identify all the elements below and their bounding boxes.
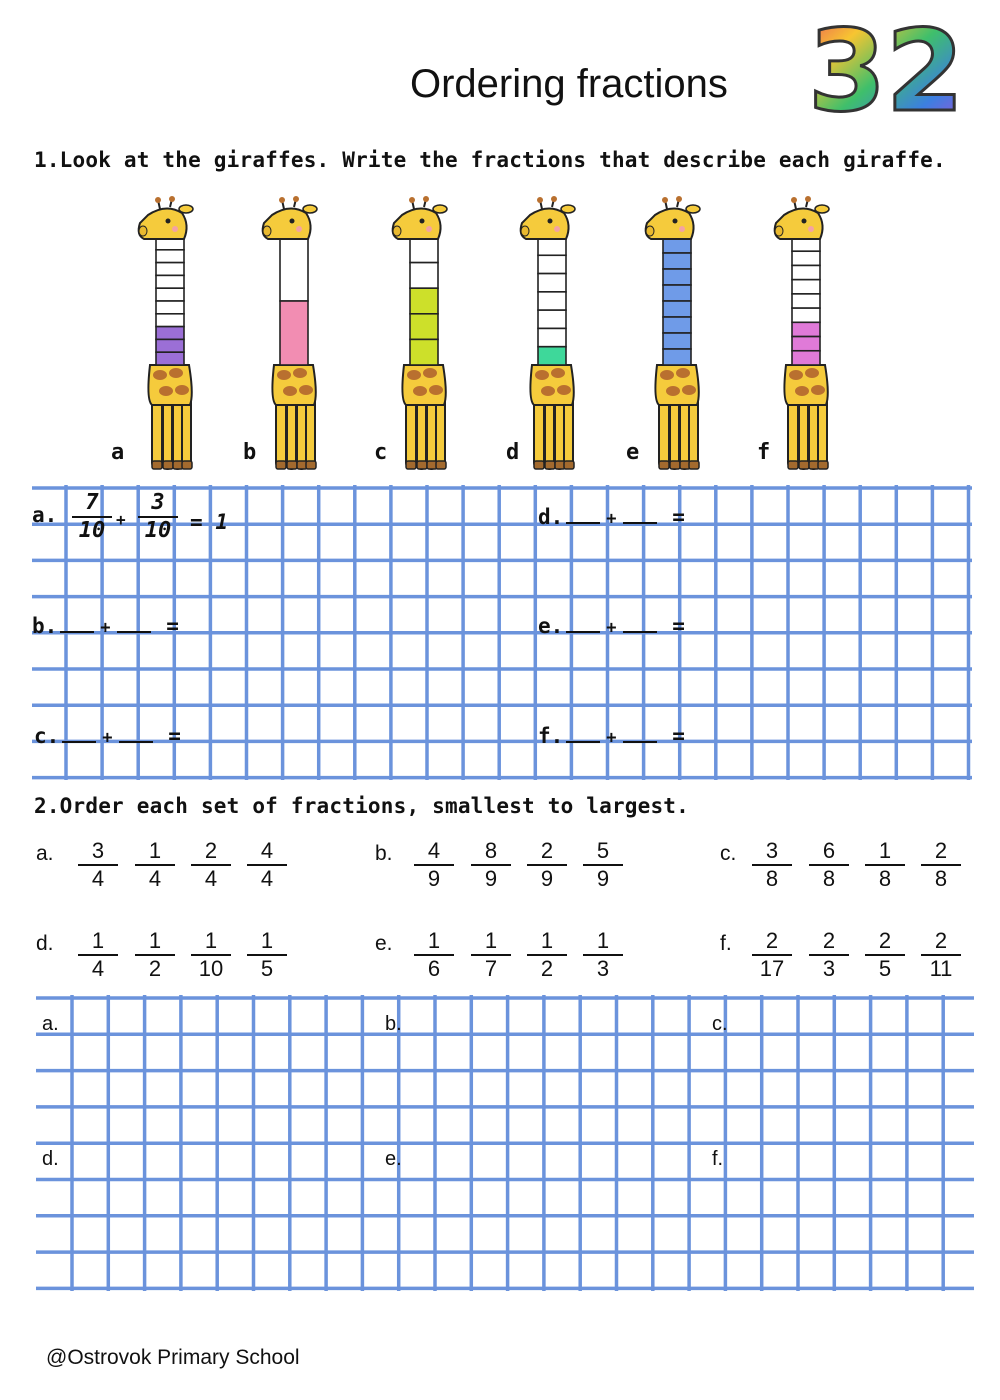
question-2-prompt: 2.Order each set of fractions, smallest to largest. [34, 794, 689, 818]
numerator: 4 [260, 838, 274, 863]
giraffe-hoof [545, 461, 555, 469]
giraffe-ear [686, 205, 700, 213]
row-e[interactable]: e. + = [538, 614, 685, 638]
giraffe-f [775, 196, 829, 469]
set-d-label: d. [36, 932, 54, 955]
denominator: 2 [148, 956, 162, 981]
giraffe-spot [283, 386, 297, 396]
answer-a-label: a. [42, 1013, 59, 1035]
numerator: 8 [484, 838, 498, 863]
numerator: 2 [765, 928, 779, 953]
fraction [752, 838, 792, 892]
neck-segment [538, 255, 566, 273]
denominator: 4 [204, 866, 218, 891]
giraffe-spot [541, 386, 555, 396]
set-f-label: f. [720, 932, 732, 955]
neck-segment [280, 301, 308, 365]
denominator: 6 [427, 956, 441, 981]
giraffe-spot [169, 368, 183, 378]
numerator: 1 [204, 928, 218, 953]
neck-segment [280, 237, 308, 301]
giraffe-label-c: c [374, 440, 388, 465]
neck-segment [410, 263, 438, 289]
giraffe-cheek [296, 226, 302, 232]
giraffe-hoof [788, 461, 798, 469]
numerator: 1 [148, 838, 162, 863]
giraffe-spot [293, 368, 307, 378]
giraffe-nose [139, 226, 147, 236]
giraffe-hoof [670, 461, 680, 469]
giraffe-spot [153, 370, 167, 380]
denominator: 11 [929, 956, 953, 981]
fraction [135, 928, 175, 982]
denominator: 2 [540, 956, 554, 981]
fraction [247, 838, 287, 892]
giraffe-spot [557, 385, 571, 395]
giraffe-spot [175, 385, 189, 395]
giraffe-nose [393, 226, 401, 236]
giraffe-horn-tip [791, 197, 797, 203]
giraffe-spot [277, 370, 291, 380]
numerator: 1 [484, 928, 498, 953]
neck-segment [663, 333, 691, 349]
giraffe-nose [521, 226, 529, 236]
giraffe-horn-tip [676, 196, 682, 202]
giraffe-leg [809, 395, 818, 469]
numerator: 3 [765, 838, 779, 863]
fraction [78, 838, 118, 892]
neck-segment [663, 253, 691, 269]
neck-segment [792, 351, 820, 365]
giraffe-ear [179, 205, 193, 213]
neck-segment [410, 237, 438, 263]
giraffe-leg [297, 395, 306, 469]
giraffe-cheek [172, 226, 178, 232]
denominator: 4 [91, 956, 105, 981]
giraffe-hoof [689, 461, 699, 469]
giraffe-leg [287, 395, 296, 469]
fraction [921, 838, 961, 892]
giraffe-spot [407, 370, 421, 380]
giraffe-spot [159, 386, 173, 396]
giraffe-horn-tip [279, 197, 285, 203]
giraffe-eye [802, 219, 807, 224]
neck-segment [792, 280, 820, 294]
giraffe-eye [166, 219, 171, 224]
answer-d-label: d. [42, 1148, 59, 1170]
fraction [78, 928, 118, 982]
numerator: 2 [934, 928, 948, 953]
neck-segment [792, 322, 820, 336]
giraffe-horn-tip [662, 197, 668, 203]
giraffe-hoof [534, 461, 544, 469]
giraffe-eye [290, 219, 295, 224]
giraffe-horn-tip [293, 196, 299, 202]
giraffe-hoof [287, 461, 297, 469]
numerator: 3 [91, 838, 105, 863]
giraffe-hoof [417, 461, 427, 469]
set-c-label: c. [720, 842, 737, 865]
giraffe-hoof [799, 461, 809, 469]
neck-segment [538, 310, 566, 328]
giraffe-leg [163, 395, 172, 469]
numerator: 1 [878, 838, 892, 863]
giraffe-hoof [659, 461, 669, 469]
answer-e-label: e. [385, 1148, 402, 1170]
neck-segment [156, 263, 184, 276]
numerator: 1 [596, 928, 610, 953]
fraction [583, 838, 623, 892]
footer-credit: @Ostrovok Primary School [46, 1346, 300, 1369]
row-c[interactable]: c. + = [34, 724, 181, 748]
giraffe-spot [423, 368, 437, 378]
giraffe-leg [555, 395, 564, 469]
giraffe-spot [551, 368, 565, 378]
denominator: 9 [484, 866, 498, 891]
giraffe-spot [429, 385, 443, 395]
giraffe-spot [413, 386, 427, 396]
giraffe-horn-tip [551, 196, 557, 202]
numerator: 2 [934, 838, 948, 863]
giraffe-hoof [564, 461, 574, 469]
neck-segment [156, 339, 184, 352]
giraffe-label-a: a [111, 440, 125, 465]
denominator: 3 [596, 956, 610, 981]
giraffe-d [521, 196, 575, 469]
answer-grid-2[interactable] [36, 995, 974, 1291]
badge-number: 32 [808, 18, 964, 122]
fraction [527, 928, 567, 982]
answer-c-label: c. [712, 1013, 728, 1035]
neck-segment [538, 328, 566, 346]
denominator: 8 [934, 866, 948, 891]
giraffe-cheek [426, 226, 432, 232]
fraction [865, 928, 905, 982]
numerator: 1 [91, 928, 105, 953]
numerator: 2 [822, 928, 836, 953]
denominator: 7 [484, 956, 498, 981]
giraffe-leg [680, 395, 689, 469]
giraffe-label-e: e [626, 440, 640, 465]
numerator: 5 [596, 838, 610, 863]
fraction [191, 838, 231, 892]
denominator: 4 [91, 866, 105, 891]
fraction [191, 928, 231, 982]
neck-segment [156, 288, 184, 301]
numerator: 6 [822, 838, 836, 863]
giraffe-hoof [276, 461, 286, 469]
numerator: 1 [540, 928, 554, 953]
denominator: 5 [878, 956, 892, 981]
giraffe-spot [676, 368, 690, 378]
fraction [471, 838, 511, 892]
giraffe-nose [263, 226, 271, 236]
giraffe-leg [417, 395, 426, 469]
giraffe-horn-tip [423, 196, 429, 202]
giraffe-label-f: f [757, 440, 771, 465]
numerator: 2 [540, 838, 554, 863]
row-f[interactable]: f. + = [538, 724, 685, 748]
giraffe-leg [173, 395, 182, 469]
fraction [865, 838, 905, 892]
denominator: 5 [260, 956, 274, 981]
giraffe-spot [666, 386, 680, 396]
giraffe-spot [535, 370, 549, 380]
example-fraction-2: 3 10 [138, 490, 178, 544]
giraffe-ear [433, 205, 447, 213]
giraffe-cheek [679, 226, 685, 232]
giraffe-leg [670, 395, 679, 469]
example-result: = 1 [190, 510, 228, 534]
row-b[interactable]: b. + = [32, 614, 179, 638]
fraction [414, 838, 454, 892]
example-fraction-1: 7 10 [72, 490, 112, 544]
giraffe-horn-tip [409, 197, 415, 203]
giraffe-horn-tip [169, 196, 175, 202]
answer-b-label: b. [385, 1013, 402, 1035]
fraction [583, 928, 623, 982]
neck-segment [410, 288, 438, 314]
row-d[interactable]: d. + = [538, 505, 685, 529]
denominator: 4 [260, 866, 274, 891]
denominator: 8 [765, 866, 779, 891]
giraffe-ear [815, 205, 829, 213]
giraffe-hoof [152, 461, 162, 469]
denominator: 8 [822, 866, 836, 891]
giraffe-leg [427, 395, 436, 469]
set-a-label: a. [36, 842, 54, 865]
giraffe-spot [805, 368, 819, 378]
answer-f-label: f. [712, 1148, 724, 1170]
example-plus: + [116, 510, 126, 529]
neck-segment [156, 301, 184, 314]
fraction [135, 838, 175, 892]
neck-segment [538, 347, 566, 365]
giraffe-horn-tip [537, 197, 543, 203]
giraffe-label-b: b [243, 440, 257, 465]
neck-segment [538, 274, 566, 292]
neck-segment [538, 292, 566, 310]
page-title: Ordering fractions [410, 62, 728, 106]
neck-segment [792, 294, 820, 308]
giraffe-horn-tip [805, 196, 811, 202]
giraffe-eye [673, 219, 678, 224]
giraffe-spot [795, 386, 809, 396]
neck-segment [663, 269, 691, 285]
fraction [247, 928, 287, 982]
giraffe-ear [303, 205, 317, 213]
giraffe-spot [789, 370, 803, 380]
denominator: 8 [878, 866, 892, 891]
giraffe-a [139, 196, 193, 469]
giraffe-hoof [182, 461, 192, 469]
numerator: 1 [427, 928, 441, 953]
giraffe-spot [682, 385, 696, 395]
giraffe-b [263, 196, 317, 469]
giraffe-nose [775, 226, 783, 236]
neck-segment [792, 308, 820, 322]
neck-segment [156, 250, 184, 263]
denominator: 10 [198, 956, 224, 981]
neck-segment [156, 314, 184, 327]
giraffes-illustration [0, 195, 1000, 480]
giraffe-e [646, 196, 700, 469]
giraffe-ear [561, 205, 575, 213]
giraffe-spot [660, 370, 674, 380]
fraction [809, 838, 849, 892]
number-badge [806, 18, 966, 122]
giraffe-leg [799, 395, 808, 469]
neck-segment [792, 265, 820, 279]
neck-segment [156, 352, 184, 365]
giraffe-hoof [163, 461, 173, 469]
numerator: 1 [260, 928, 274, 953]
fraction [527, 838, 567, 892]
giraffe-c [393, 196, 447, 469]
giraffe-hoof [436, 461, 446, 469]
fraction [471, 928, 511, 982]
giraffe-cheek [554, 226, 560, 232]
neck-segment [156, 275, 184, 288]
neck-segment [663, 301, 691, 317]
giraffe-spot [299, 385, 313, 395]
giraffe-cheek [808, 226, 814, 232]
fraction [414, 928, 454, 982]
denominator: 17 [759, 956, 785, 981]
giraffe-hoof [406, 461, 416, 469]
giraffe-leg [545, 395, 554, 469]
question-1-prompt: 1.Look at the giraffes. Write the fractions that describe each giraffe. [34, 148, 946, 172]
denominator: 4 [148, 866, 162, 891]
fraction [809, 928, 849, 982]
neck-segment [410, 339, 438, 365]
set-b-label: b. [375, 842, 393, 865]
numerator: 2 [878, 928, 892, 953]
neck-segment [792, 251, 820, 265]
denominator: 3 [822, 956, 836, 981]
neck-segment [663, 317, 691, 333]
numerator: 4 [427, 838, 441, 863]
denominator: 9 [596, 866, 610, 891]
giraffe-label-d: d [506, 440, 520, 465]
giraffe-eye [548, 219, 553, 224]
neck-segment [410, 314, 438, 340]
example-label: a. [32, 503, 58, 527]
giraffe-eye [420, 219, 425, 224]
giraffe-nose [646, 226, 654, 236]
neck-segment [792, 337, 820, 351]
neck-segment [663, 349, 691, 365]
neck-segment [663, 285, 691, 301]
fraction [921, 928, 961, 982]
giraffe-spot [811, 385, 825, 395]
denominator: 9 [540, 866, 554, 891]
giraffe-hoof [306, 461, 316, 469]
giraffe-hoof [818, 461, 828, 469]
giraffe-horn-tip [155, 197, 161, 203]
numerator: 2 [204, 838, 218, 863]
neck-segment [156, 327, 184, 340]
denominator: 9 [427, 866, 441, 891]
numerator: 1 [148, 928, 162, 953]
set-e-label: e. [375, 932, 393, 955]
fraction [752, 928, 792, 982]
